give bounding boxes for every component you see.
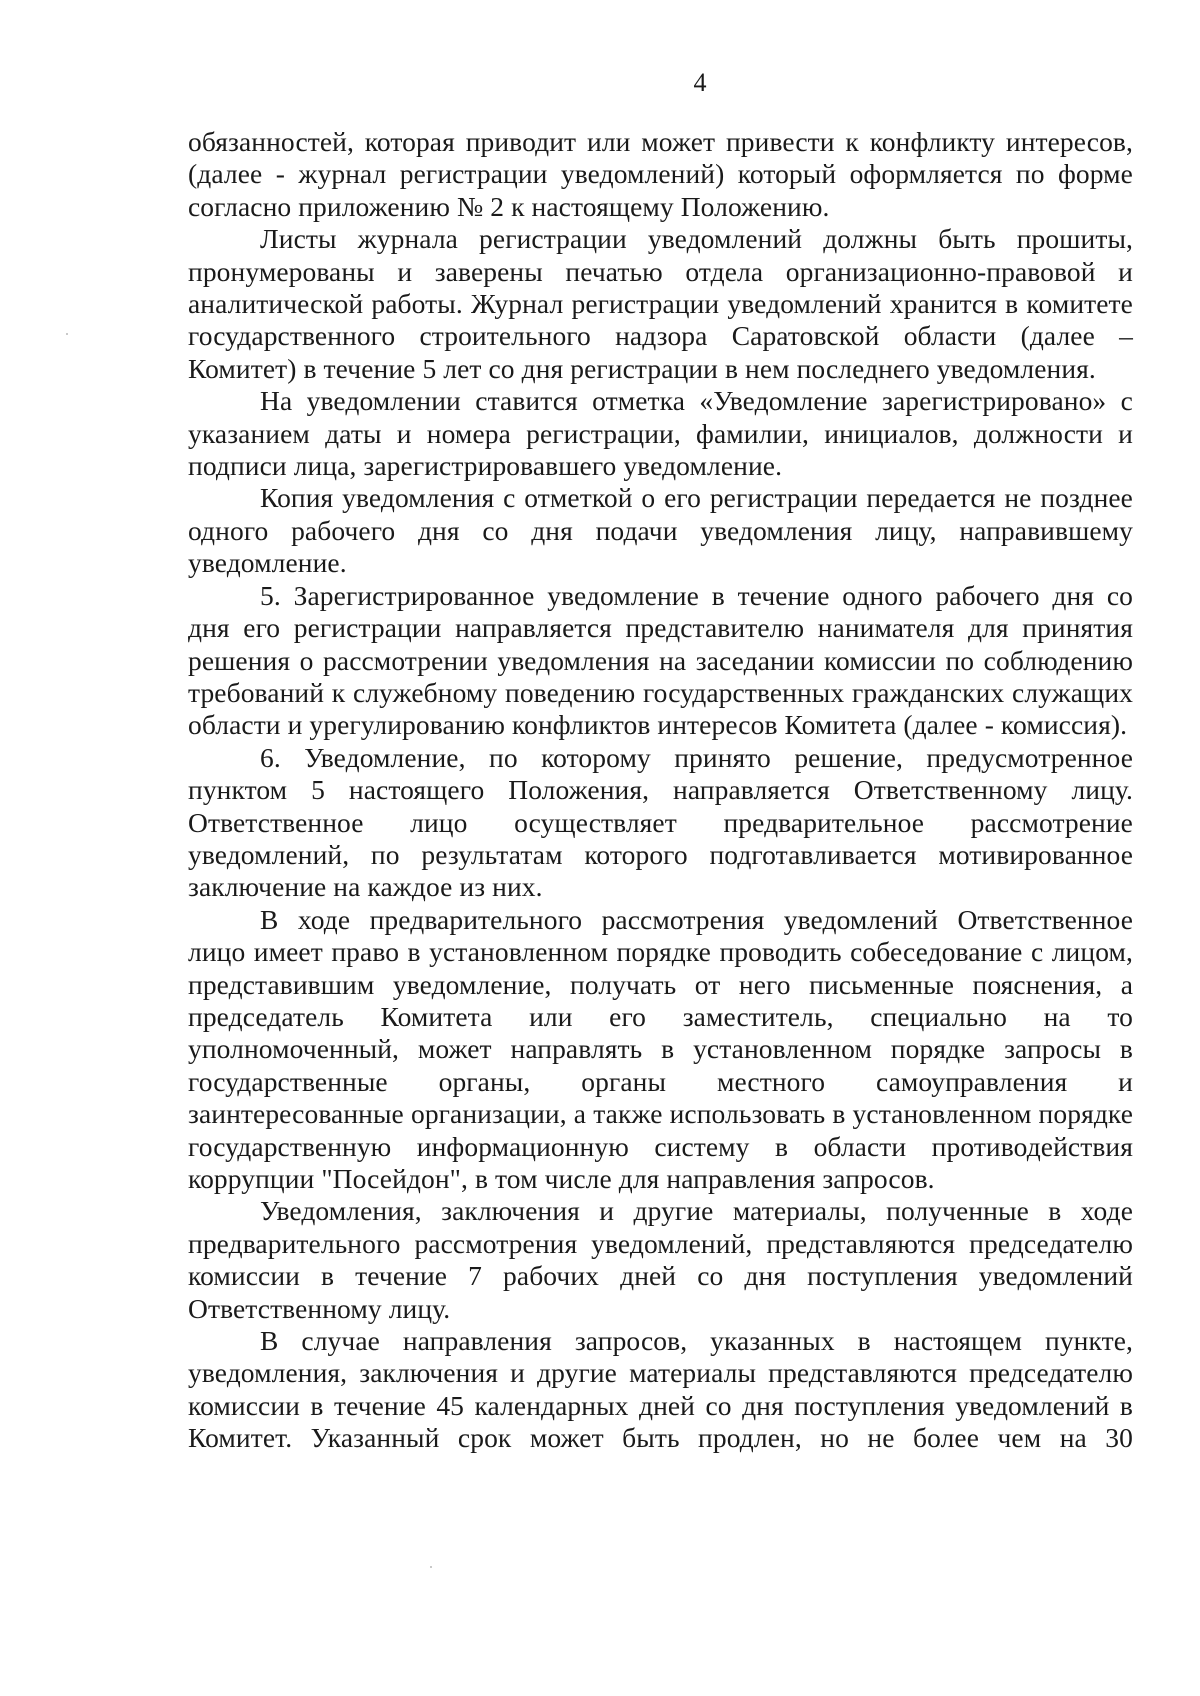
paragraph: Уведомления, заключения и другие материалы, полученные в ходе предварительного рассмотрения уведомлений, представляются председателю комиссии в течение 7 рабочих дней со дня поступления уведомлений Ответственному лицу. [188, 1195, 1133, 1324]
paragraph: 5. Зарегистрированное уведомление в течение одного рабочего дня со дня его регистрации направляется представителю нанимателя для принятия решения о рассмотрении уведомления на заседании комиссии по соблюдению требований к служебному поведению государственных гражданских служащих области и урегулированию конфликтов интересов Комитета (далее - комиссия). [188, 579, 1133, 741]
paragraph: В случае направления запросов, указанных в настоящем пункте, уведомления, заключения и другие материалы представляются председателю комиссии в течение 45 календарных дней со дня поступления уведомлений в Комитет. Указанный срок может быть продлен, но не более чем на 30 [188, 1325, 1133, 1454]
page-number-text: 4 [693, 68, 707, 97]
paragraph: Листы журнала регистрации уведомлений должны быть прошиты, пронумерованы и заверены печатью отдела организационно-правовой и аналитической работы. Журнал регистрации уведомлений хранится в комитете государственного строительного надзора Саратовской области (далее – Комитет) в течение 5 лет со дня регистрации в нем последнего уведомления. [188, 223, 1133, 384]
paragraph: 6. Уведомление, по которому принято решение, предусмотренное пунктом 5 настоящего Положения, направляется Ответственному лицу. Ответственное лицо осуществляет предварительное рассмотрение уведомлений, по результатам которого подготавливается мотивированное заключение на каждое из них. [188, 741, 1133, 903]
page-number [0, 66, 1200, 100]
paragraph: В ходе предварительного рассмотрения уведомлений Ответственное лицо имеет право в установленном порядке проводить собеседование с лицом, представившим уведомление, получать от него письменные пояснения, а председатель Комитета или его заместитель, специально на то уполномоченный, может направлять в установленном порядке запросы в государственные органы, органы местного самоуправления и заинтересованные организации, а также использовать в установленном порядке государственную информационную систему в области противодействия коррупции "Посейдон", в том числе для направления запросов. [188, 903, 1133, 1194]
paragraph: На уведомлении ставится отметка «Уведомление зарегистрировано» с указанием даты и номера регистрации, фамилии, инициалов, должности и подписи лица, зарегистрировавшего уведомление. [188, 385, 1133, 482]
paragraph: обязанностей, которая приводит или может привести к конфликту интересов, (далее - журнал регистрации уведомлений) который оформляется по форме согласно приложению № 2 к настоящему Положению. [188, 126, 1133, 222]
scan-speck [66, 333, 68, 335]
paragraph: Копия уведомления с отметкой о его регистрации передается не позднее одного рабочего дня со дня подачи уведомления лицу, направившему уведомление. [188, 482, 1133, 579]
scan-speck [430, 1566, 432, 1568]
document-body [188, 126, 1133, 1455]
